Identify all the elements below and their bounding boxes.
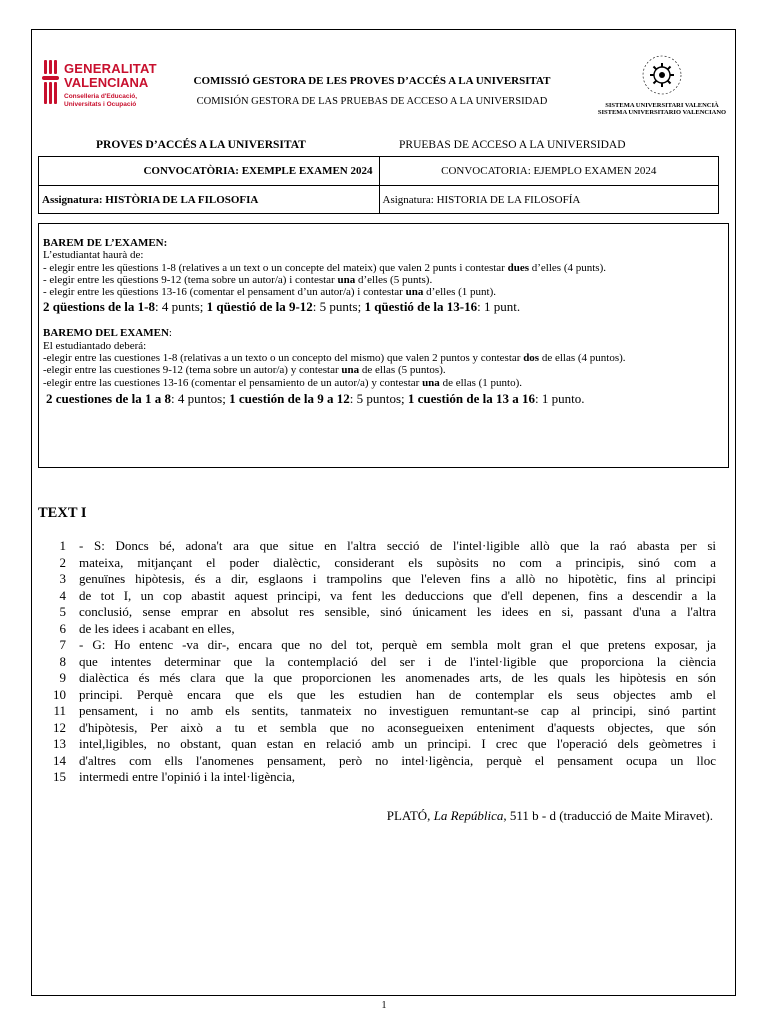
exam-info-table bbox=[38, 156, 719, 214]
text-line bbox=[32, 621, 737, 638]
line-text: - S: Doncs bé, adona't ara que situe en l'altra secció de l'intel·ligible allò que la raó abasta per si bbox=[79, 538, 716, 553]
text-line bbox=[32, 654, 737, 671]
text-body bbox=[32, 538, 737, 786]
line-number: 11 bbox=[53, 703, 66, 718]
barem-intro-valencian: L’estudiantat haurà de: bbox=[43, 249, 144, 262]
text-line bbox=[32, 753, 737, 770]
line-text: conclusió, sense emprar en absolut res sensible, sinó únicament les idees en si, passant d'una a l'altra bbox=[79, 604, 716, 619]
barem-summary-spanish: 2 cuestiones de la 1 a 8: 4 puntos; 1 cuestión de la 9 a 12: 5 puntos; 1 cuestión de la 13 a 16: 1 punto. bbox=[46, 390, 585, 406]
subject-row bbox=[39, 185, 718, 213]
barem-rule-1-spanish: -elegir entre las cuestiones 1-8 (relativas a un texto o un concepto del mismo) que valen 2 puntos y contestar dos de ellas (4 puntos). bbox=[43, 352, 626, 365]
subject-valencian: Assignatura: HISTÒRIA DE LA FILOSOFIA bbox=[42, 193, 259, 206]
sva-name-spanish: SISTEMA UNIVERSITARIO VALENCIANO bbox=[597, 109, 727, 116]
line-number: 6 bbox=[59, 620, 66, 636]
line-text: pensament, i no amb els sentits, tanmateix no investiguen remuntant-se cap al principi, sinó partint bbox=[79, 703, 716, 718]
text-line bbox=[32, 687, 737, 704]
line-number: 12 bbox=[53, 719, 66, 735]
conselleria-line2: Universitats i Ocupació bbox=[64, 101, 137, 108]
barem-rule-1-valencian: - elegir entre les qüestions 1-8 (relatives a un text o un concepte del mateix) que valen 2 punts i contestar dues d’elles (4 punts). bbox=[43, 261, 606, 274]
line-number: 1 bbox=[59, 538, 66, 553]
text-line bbox=[32, 588, 737, 605]
commission-title-spanish: COMISIÓN GESTORA DE LAS PRUEBAS DE ACCESO A LA UNIVERSIDAD bbox=[196, 96, 548, 107]
line-number: 7 bbox=[59, 637, 66, 652]
line-text: principi. Perquè encara que els que les estudien han de contemplar els seus objectes amb el bbox=[79, 686, 716, 702]
text-line bbox=[32, 720, 737, 737]
exam-page-frame bbox=[31, 29, 736, 996]
text-line bbox=[32, 670, 737, 687]
line-text: genuïnes hipòtesis, és a dir, esglaons i trampolins que l'eleven fins a allò no hipotètic, fins al principi bbox=[79, 571, 716, 586]
line-text: d'hipòtesis, Per això a tu et sembla que no aconsegueixen enteniment d'aquests objectes, que són bbox=[79, 719, 716, 735]
convocation-valencian: CONVOCATÒRIA: EXEMPLE EXAMEN 2024 bbox=[143, 165, 373, 177]
sva-logo bbox=[597, 54, 727, 122]
line-number: 5 bbox=[59, 604, 66, 619]
convocation-spanish: CONVOCATORIA: EJEMPLO EXAMEN 2024 bbox=[379, 157, 719, 185]
generalitat-logo bbox=[42, 56, 162, 116]
exam-title-valencian: PROVES D’ACCÉS A LA UNIVERSITAT bbox=[96, 139, 306, 151]
exam-title-spanish: PRUEBAS DE ACCESO A LA UNIVERSIDAD bbox=[399, 139, 626, 151]
commission-title-valencian: COMISSIÓ GESTORA DE LES PROVES D’ACCÉS A LA UNIVERSITAT bbox=[193, 75, 551, 87]
line-text: d'altres com ells l'anomenes pensament, però no intel·ligència, perquè el pensament ocupa un lloc bbox=[79, 752, 716, 768]
line-number: 14 bbox=[53, 752, 66, 768]
text-line bbox=[32, 769, 737, 786]
text-line bbox=[32, 571, 737, 588]
line-number: 15 bbox=[53, 769, 66, 784]
text-line bbox=[32, 637, 737, 654]
generalitat-name-line1: GENERALITAT bbox=[64, 61, 157, 76]
text-line bbox=[32, 703, 737, 720]
line-number: 13 bbox=[53, 736, 66, 751]
line-number: 10 bbox=[53, 686, 66, 702]
conselleria-line1: Conselleria d'Educació, bbox=[64, 93, 138, 100]
line-number: 8 bbox=[59, 653, 66, 669]
line-text: de tot I, un cop abastit aquest principi, va fent les deduccions que d'ell depenen, fins a descendir a la bbox=[79, 587, 716, 603]
generalitat-emblem-icon bbox=[42, 60, 60, 106]
line-text: dialèctica és més clara que la que proporcionen les anomenades arts, de les quals les hipòtesis en són bbox=[79, 670, 716, 685]
university-seal-icon bbox=[641, 54, 683, 96]
generalitat-name-line2: VALENCIANA bbox=[64, 75, 149, 90]
line-text: intel,ligibles, no obstant, quan estan en relació amb un principi. I crec que l'operació dels geòmetres i bbox=[79, 736, 716, 751]
line-number: 4 bbox=[59, 587, 66, 603]
line-number: 3 bbox=[59, 571, 66, 586]
page-header bbox=[32, 30, 735, 125]
page-number: 1 bbox=[381, 1000, 387, 1011]
convocation-row bbox=[39, 157, 718, 185]
text-line bbox=[32, 555, 737, 572]
barem-heading-spanish: BAREMO DEL EXAMEN: bbox=[43, 327, 172, 340]
text-line bbox=[32, 538, 737, 555]
text-citation: PLATÓ, La República, 511 b - d (traducció de Maite Miravet). bbox=[386, 808, 713, 823]
barem-summary-valencian: 2 qüestions de la 1-8: 4 punts; 1 qüestió de la 9-12: 5 punts; 1 qüestió de la 13-16: 1 punt. bbox=[43, 299, 521, 315]
text-title: TEXT I bbox=[38, 505, 87, 521]
text-line bbox=[32, 604, 737, 621]
line-text: mateixa, mitjançant el poder dialèctic, considerant els supòsits no com a principis, sinó com a bbox=[79, 554, 716, 570]
line-text: - G: Ho entenc -va dir-, encara que no del tot, perquè em sembla molt gran el que pretens exposar, ja bbox=[79, 637, 716, 652]
barem-rule-3-valencian: - elegir entre les qüestions 13-16 (comentar el pensament d’un autor/a) i contestar una d’elles (1 punt). bbox=[43, 286, 497, 299]
subject-spanish: Asignatura: HISTORIA DE LA FILOSOFÍA bbox=[379, 186, 719, 213]
line-number: 2 bbox=[59, 554, 66, 570]
line-number: 9 bbox=[59, 670, 66, 685]
barem-heading-valencian: BAREM DE L’EXAMEN: bbox=[43, 237, 168, 249]
line-text: que intentes determinar que la contemplació del ser i de l'intel·ligible que proporciona la ciència bbox=[79, 653, 716, 669]
sva-name-valencian: SISTEMA UNIVERSITARI VALENCIÀ bbox=[605, 102, 719, 109]
barem-intro-spanish: El estudiantado deberá: bbox=[43, 339, 147, 352]
line-text: intermedi entre l'opinió i la intel·ligència, bbox=[79, 769, 296, 784]
barem-rule-2-valencian: - elegir entre les qüestions 9-12 (tema sobre un autor/a) i contestar una d’elles (5 punts). bbox=[43, 273, 433, 286]
grading-box bbox=[38, 223, 729, 468]
barem-rule-2-spanish: -elegir entre las cuestiones 9-12 (tema sobre un autor/a) y contestar una de ellas (5 puntos). bbox=[43, 364, 446, 377]
barem-rule-3-spanish: -elegir entre las cuestiones 13-16 (comentar el pensamiento de un autor/a) y contestar una de ellas (1 punto). bbox=[43, 376, 522, 389]
line-text: de les idees i acabant en elles, bbox=[79, 620, 235, 636]
text-line bbox=[32, 736, 737, 753]
